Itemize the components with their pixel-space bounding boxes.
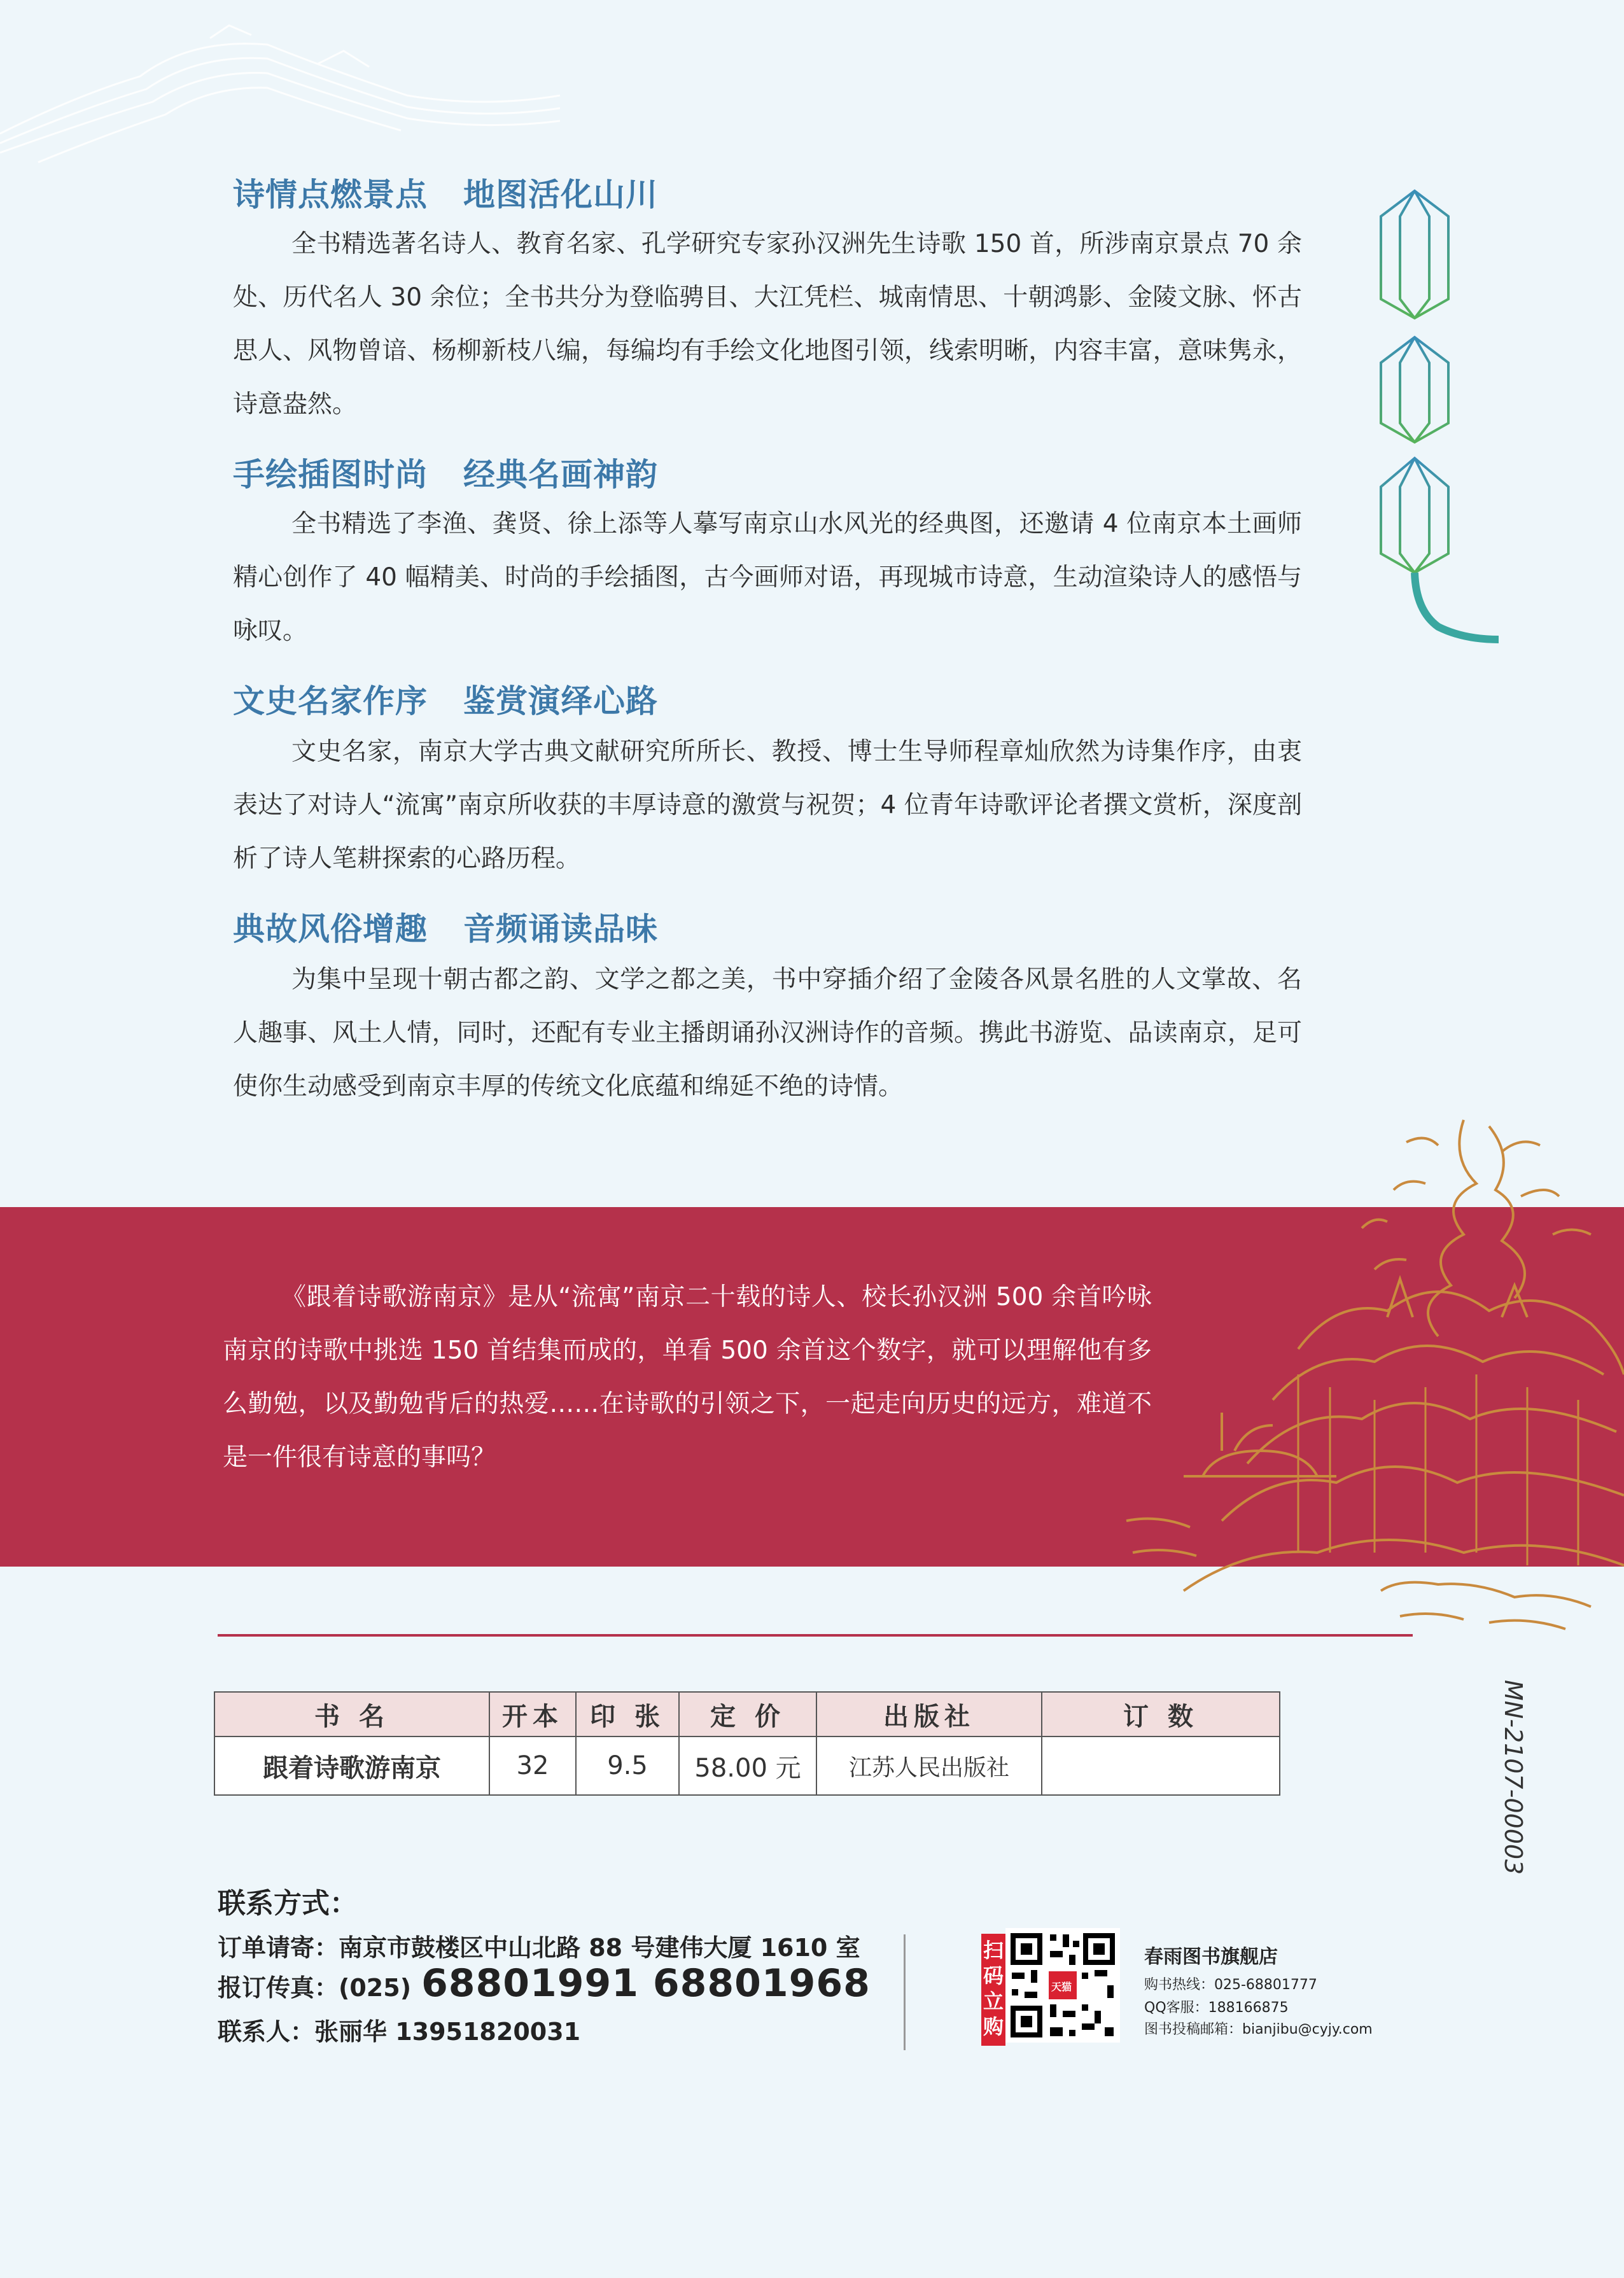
col-header-price: 定 价	[679, 1692, 816, 1736]
lantern-decoration	[1355, 0, 1521, 662]
book-info-table	[214, 1691, 1280, 1796]
contact-person: 联系人：张丽华 13951820031	[218, 2018, 581, 2046]
col-header-format: 开本	[489, 1692, 576, 1736]
contact-fax	[218, 1961, 871, 2006]
cell-price: 58.00 元	[679, 1736, 816, 1795]
band-quote-text: 《跟着诗歌游南京》是从“流寓”南京二十载的诗人、校长孙汉洲 500 余首吟咏南京的诗歌中挑选 150 首结集而成的，单看 500 余首这个数字，就可以理解他有多么勤勉，以及勤勉背后的热爱……在诗歌的引领之下，一起走向历史的远方，难道不是一件很有诗意的事吗？	[223, 1283, 1152, 1472]
ink-landscape-illustration	[1107, 1107, 1624, 1654]
col-header-sheets: 印 张	[576, 1692, 679, 1736]
product-code: MN-2107-00003	[1499, 1680, 1527, 1875]
cell-title: 跟着诗歌游南京	[214, 1736, 489, 1795]
col-header-order-qty: 订 数	[1042, 1692, 1280, 1736]
fax-label: 报订传真：(025)	[218, 1974, 412, 2002]
section-1-body: 全书精选著名诗人、教育名家、孔学研究专家孙汉洲先生诗歌 150 首，所涉南京景点 70 余处、历代名人 30 余位；全书共分为登临骋目、大江凭栏、城南情思、十朝鸿影、金陵文脉、怀古思人、风物曾谙、杨柳新枝八编，每编均有手绘文化地图引领，线索明晰，内容丰富，意味隽永，诗意盎然。	[233, 230, 1302, 419]
section-3-title-a: 文史名家作序	[233, 683, 428, 720]
table-header-row	[214, 1692, 1280, 1736]
qr-badge: 天猫	[1051, 1981, 1072, 1993]
qr-code-icon[interactable]	[1005, 1928, 1120, 2043]
section-1-title-a: 诗情点燃景点	[233, 176, 428, 213]
section-2-body: 全书精选了李渔、龚贤、徐上添等人摹写南京山水风光的经典图，还邀请 4 位南京本土画师精心创作了 40 幅精美、时尚的手绘插图，古今画师对语，再现城市诗意，生动渲染诗人的感悟与咏叹。	[233, 510, 1302, 645]
store-email: 图书投稿邮箱：bianjibu@cyjy.com	[1144, 2022, 1373, 2037]
divider-line	[218, 1634, 1413, 1637]
cell-format: 32	[489, 1736, 576, 1795]
fax-numbers: 68801991 68801968	[421, 1961, 871, 2006]
col-header-publisher: 出版社	[816, 1692, 1042, 1736]
section-4-title	[233, 904, 658, 949]
contact-heading: 联系方式：	[218, 1887, 358, 1920]
section-2-title	[233, 449, 658, 495]
section-4-title-a: 典故风俗增趣	[233, 911, 428, 947]
store-qq: QQ客服：188166875	[1144, 2000, 1289, 2016]
section-3-body: 文史名家，南京大学古典文献研究所所长、教授、博士生导师程章灿欣然为诗集作序，由衷表达了对诗人“流寓”南京所收获的丰厚诗意的激赏与祝贺；4 位青年诗歌评论者撰文赏析，深度剖析了诗人笔耕探索的心路历程。	[233, 737, 1302, 873]
scan-to-buy-text: 扫码立购	[983, 1938, 1004, 2039]
mountain-lines-decoration	[0, 0, 573, 165]
section-4-title-b: 音频诵读品味	[463, 911, 658, 947]
section-3-title	[233, 676, 658, 722]
col-header-title: 书 名	[214, 1692, 489, 1736]
section-1-title-b: 地图活化山川	[463, 176, 658, 213]
contact-address: 订单请寄：南京市鼓楼区中山北路 88 号建伟大厦 1610 室	[218, 1934, 860, 1962]
store-name: 春雨图书旗舰店	[1144, 1946, 1278, 1968]
section-2-title-b: 经典名画神韵	[463, 456, 658, 493]
section-1-title	[233, 169, 658, 215]
cell-order-qty[interactable]	[1042, 1736, 1280, 1795]
section-3-title-b: 鉴赏演绎心路	[463, 683, 658, 720]
store-hotline: 购书热线：025-68801777	[1144, 1977, 1317, 1993]
cell-sheets: 9.5	[576, 1736, 679, 1795]
section-2-title-a: 手绘插图时尚	[233, 456, 428, 493]
scan-to-buy-label	[981, 1934, 1005, 2046]
vertical-divider	[904, 1934, 906, 2050]
section-4-body: 为集中呈现十朝古都之韵、文学之都之美，书中穿插介绍了金陵各风景名胜的人文掌故、名人趣事、风土人情，同时，还配有专业主播朗诵孙汉洲诗作的音频。携此书游览、品读南京，足可使你生动感受到南京丰厚的传统文化底蕴和绵延不绝的诗情。	[233, 965, 1302, 1101]
table-row	[214, 1736, 1280, 1795]
cell-publisher: 江苏人民出版社	[816, 1736, 1042, 1795]
